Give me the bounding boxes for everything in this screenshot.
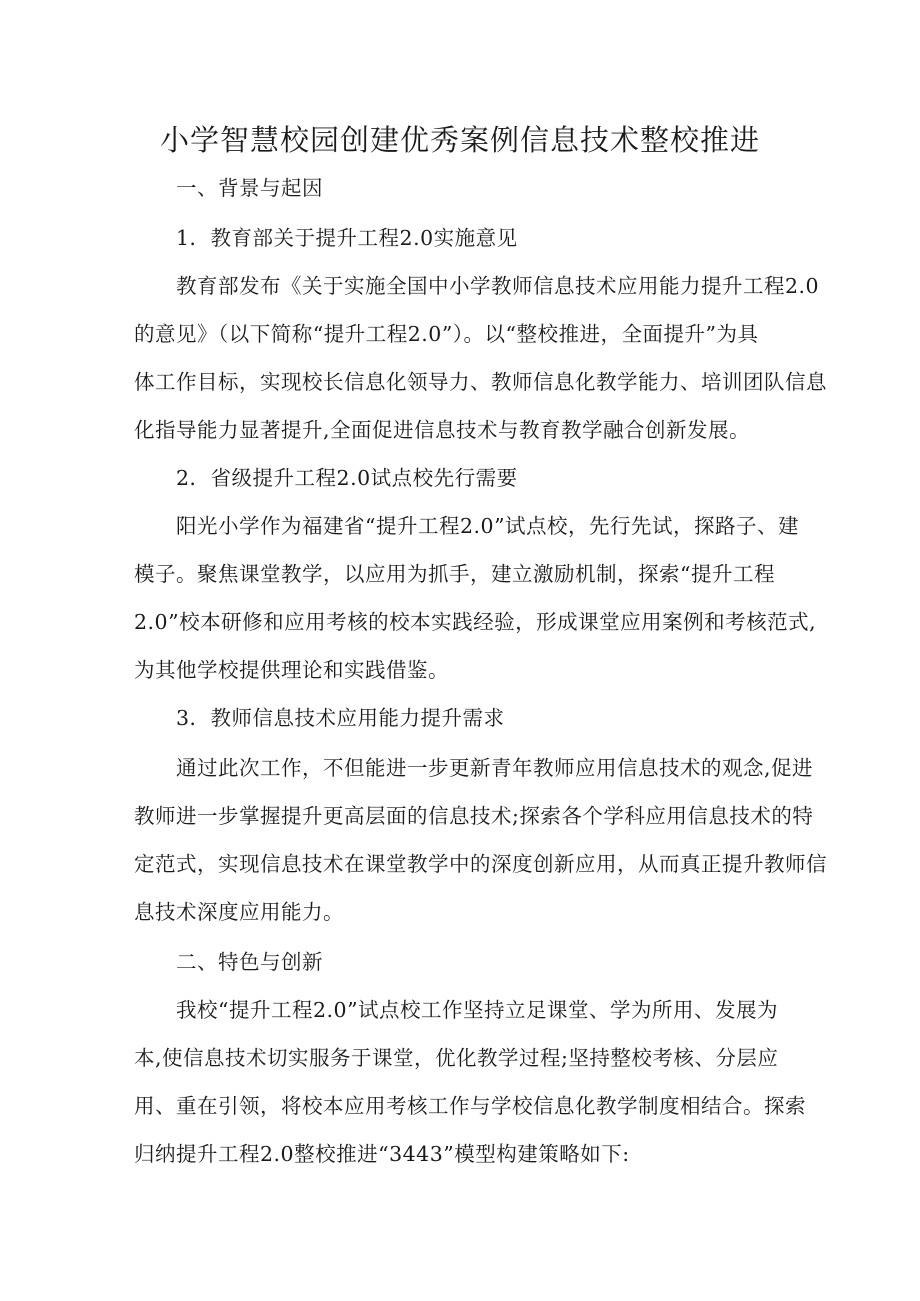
paragraph-4-line-2: 本,使信息技术切实服务于课堂，优化教学过程;坚持整校考核、分层应 bbox=[134, 1046, 779, 1070]
section-heading-features: 二、特色与创新 bbox=[176, 950, 323, 974]
paragraph-4-line-3: 用、重在引领，将校本应用考核工作与学校信息化教学制度相结合。探索 bbox=[134, 1094, 806, 1118]
paragraph-2-line-4: 为其他学校提供理论和实践借鉴。 bbox=[134, 658, 449, 682]
paragraph-1-line-2: 的意见》（以下简称“提升工程2.0”）。以“整校推进，全面提升”为具 bbox=[134, 322, 759, 346]
paragraph-2-line-3: 2.0”校本研修和应用考核的校本实践经验，形成课堂应用案例和考核范式, bbox=[134, 610, 817, 634]
paragraph-4-line-1: 我校“提升工程2.0”试点校工作坚持立足课堂、学为所用、发展为 bbox=[176, 998, 779, 1022]
subheading-1: 1．教育部关于提升工程2.0实施意见 bbox=[176, 226, 518, 250]
paragraph-2-line-2: 模子。聚焦课堂教学，以应用为抓手，建立激励机制，探索“提升工程 bbox=[134, 562, 775, 586]
paragraph-3-line-3: 定范式，实现信息技术在课堂教学中的深度创新应用，从而真正提升教师信 bbox=[134, 852, 827, 876]
paragraph-2-line-1: 阳光小学作为福建省“提升工程2.0”试点校，先行先试，探路子、建 bbox=[176, 514, 800, 538]
paragraph-3-line-2: 教师进一步掌握提升更高层面的信息技术;探索各个学科应用信息技术的特 bbox=[134, 804, 814, 828]
subheading-3: 3．教师信息技术应用能力提升需求 bbox=[176, 706, 505, 730]
section-heading-background: 一、背景与起因 bbox=[176, 176, 323, 200]
paragraph-1-line-1: 教育部发布《关于实施全国中小学教师信息技术应用能力提升工程2.0 bbox=[176, 274, 820, 298]
paragraph-3-line-1: 通过此次工作，不但能进一步更新青年教师应用信息技术的观念,促进 bbox=[176, 756, 814, 780]
paragraph-1-line-3: 体工作目标，实现校长信息化领导力、教师信息化教学能力、培训团队信息 bbox=[134, 370, 827, 394]
paragraph-1-line-4: 化指导能力显著提升,全面促进信息技术与教育教学融合创新发展。 bbox=[134, 418, 751, 442]
paragraph-3-line-4: 息技术深度应用能力。 bbox=[134, 900, 344, 924]
document-title: 小学智慧校园创建优秀案例信息技术整校推进 bbox=[159, 123, 760, 157]
subheading-2: 2．省级提升工程2.0试点校先行需要 bbox=[176, 466, 518, 490]
paragraph-4-line-4: 归纳提升工程2.0整校推进“3443”模型构建策略如下: bbox=[134, 1142, 630, 1166]
